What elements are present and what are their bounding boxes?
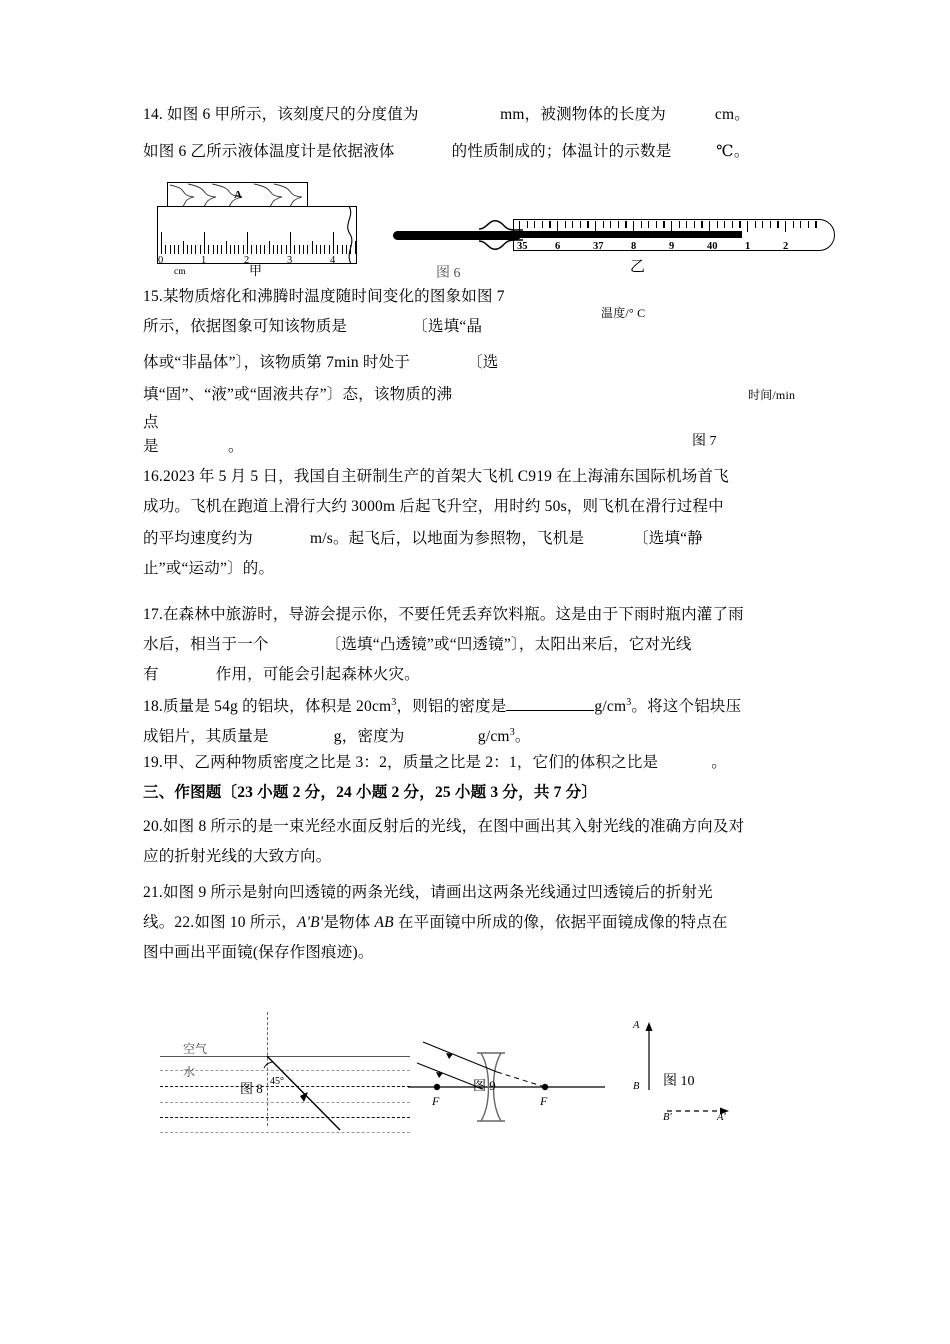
question-17-line-2: 水后，相当于一个 〔选填“凸透镜”或“凹透镜”〕，太阳出来后，它对光线 (143, 636, 692, 653)
ruler-tick-minor (178, 245, 179, 254)
thermometer-scale-number: 2 (783, 241, 789, 252)
question-15-line-4: 填“固”、“液”或“固液共存”〕态，该物质的沸 (143, 386, 453, 403)
figure-9-concave-lens-diagram (405, 1025, 635, 1135)
section-heading-drawing: 三、作图题〔23 小题 2 分，24 小题 2 分，25 小题 3 分，共 7 分〕 (143, 784, 598, 801)
thermometer-tick-minor (679, 221, 680, 228)
svg-text:F: F (540, 1094, 548, 1108)
ruler-tick-minor (320, 245, 321, 254)
thermometer-tick-minor (732, 221, 733, 228)
thermometer-tick-major (519, 221, 520, 232)
thermometer-tick-major (709, 221, 710, 232)
question-15-line-3: 体或“非晶体”〕，该物质第 7min 时处于 〔选 (143, 354, 499, 371)
ruler-tick-minor (243, 245, 244, 254)
question-21-line-1: 21.如图 9 所示是射向凹透镜的两条光线，请画出这两条光线通过凹透镜后的折射光 (143, 884, 713, 901)
ruler-tick-minor (238, 245, 239, 254)
figure-6-jia-ruler (157, 182, 367, 278)
ruler-tick-minor (234, 245, 235, 254)
figure-7-y-axis-label: 温度/° C (601, 306, 646, 320)
thermometer-scale-number: 6 (555, 241, 561, 252)
question-14-line-1: 14. 如图 6 甲所示，该刻度尺的分度值为 mm，被测物体的长度为 cm。 (143, 106, 750, 123)
figure-10-svg (625, 1008, 800, 1138)
figure-10-caption: 图 10 (663, 1074, 695, 1089)
ruler-tick-minor (273, 245, 274, 254)
ruler-tick-major (333, 232, 334, 254)
ruler-body (157, 206, 357, 277)
thermometer-scale-number: 8 (631, 241, 637, 252)
question-15-line-2: 所示，依据图象可知该物质是 〔选填“晶 (143, 318, 483, 335)
ruler-torn-edge (343, 206, 357, 264)
figure-8-air-label: 空气 (183, 1042, 208, 1056)
ruler-tick-major (290, 232, 291, 254)
thermometer-tick-minor (542, 221, 543, 228)
thermometer-tick-minor (724, 221, 725, 228)
q18-seg-c: g/cm (594, 698, 627, 716)
thermometer-tick-minor (755, 221, 756, 228)
figure-8-caption: 图 8 (240, 1081, 263, 1096)
question-22-line-1 (143, 908, 728, 938)
thermometer-tick-minor (587, 221, 588, 228)
thermometer-tick-minor (527, 221, 528, 228)
thermometer-tick-minor (549, 221, 550, 228)
thermometer-ticks (519, 221, 819, 232)
thermometer-scale-number: 1 (745, 241, 751, 252)
thermometer-tick-minor (762, 221, 763, 228)
thermometer-tick-minor (739, 221, 740, 228)
q18-seg-d: 。将这个铝块压 (631, 698, 742, 716)
thermometer-tick-major (671, 221, 672, 232)
thermometer-tick-minor (694, 221, 695, 228)
figure-10-label-a-prime: A' (717, 1112, 726, 1123)
q22-image-label: A'B' (296, 914, 324, 931)
ruler-tick-minor (337, 245, 338, 254)
thermometer-scale-number: 37 (593, 241, 604, 252)
ruler-tick-minor (281, 245, 282, 254)
question-17-line-1: 17.在森林中旅游时，导游会提示你，不要任凭丢弃饮料瓶。这是由于下雨时瓶内灌了雨 (143, 606, 744, 623)
ruler-tick-number: 0 (158, 255, 164, 266)
ruler-tick-minor (200, 245, 201, 254)
figure-10-label-a: A (633, 1020, 640, 1031)
thermometer-tick-minor (701, 221, 702, 228)
ruler-tick-minor (269, 241, 270, 254)
ruler-tick-minor (174, 245, 175, 254)
question-20-line-2: 应的折射光线的大致方向。 (143, 848, 332, 865)
thermometer-tick-minor (815, 221, 816, 228)
ruler-tick-minor (299, 245, 300, 254)
q18-sup-1: 3 (391, 697, 397, 708)
thermometer-numbers (513, 241, 833, 255)
ruler-tick-minor (191, 245, 192, 254)
thermometer-tick-minor (534, 221, 535, 228)
question-16-line-2: 成功。飞机在跑道上滑行大约 3000m 后起飞升空，用时约 50s，则飞机在滑行过程中 (143, 498, 724, 515)
ruler-tick-minor (303, 245, 304, 254)
ruler-tick-minor (230, 245, 231, 254)
ruler-tick-minor (221, 245, 222, 254)
ruler-tick-minor (217, 245, 218, 254)
q18-sup-2: 3 (626, 697, 632, 708)
ruler-ticks (161, 232, 355, 254)
ruler-tick-minor (329, 245, 330, 254)
question-19-line-1: 19.甲、乙两种物质密度之比是 3：2，质量之比是 2：1，它们的体积之比是 。 (143, 754, 727, 771)
thermometer-tick-major (633, 221, 634, 232)
thermometer-tick-minor (777, 221, 778, 228)
figure-6-caption: 图 6 (436, 266, 461, 281)
figure-8-reflected-ray (160, 1018, 410, 1143)
question-20-line-1: 20.如图 8 所示的是一束光经水面反射后的光线，在图中画出其入射光线的准确方向及对 (143, 818, 745, 835)
ruler-tick-minor (307, 245, 308, 254)
question-16-line-3: 的平均速度约为 m/s。起飞后，以地面为参照物，飞机是 〔选填“静 (143, 530, 703, 547)
ruler-tick-minor (208, 245, 209, 254)
thermometer-tick-major (747, 221, 748, 232)
figure-9-caption: 图 9 (473, 1078, 496, 1093)
figure-10-label-b: B (633, 1081, 640, 1092)
thermometer-scale-number: 9 (669, 241, 675, 252)
q18-seg-a: 18.质量是 54g 的铝块，体积是 20cm (143, 698, 392, 716)
ruler-tick-minor (165, 245, 166, 254)
thermometer-tick-minor (603, 221, 604, 228)
thermometer-tick-minor (808, 221, 809, 228)
q18-seg-b: ，则铝的密度是 (396, 698, 507, 716)
figure-9-svg (405, 1025, 635, 1135)
ruler-tick-minor (195, 245, 196, 254)
figure-8-refraction-diagram (160, 1018, 410, 1133)
thermometer-scale-number: 35 (517, 241, 528, 252)
question-15-line-6: 是 。 (143, 438, 244, 455)
figure-10-mirror-diagram (625, 1008, 800, 1138)
thermometer-tick-minor (580, 221, 581, 228)
ruler-unit-label: cm (174, 267, 186, 277)
ruler-tick-minor (312, 241, 313, 254)
ruler-tick-minor (316, 245, 317, 254)
thermometer-tick-minor (625, 221, 626, 228)
thermometer-tick-minor (717, 221, 718, 228)
q18-answer-blank-density[interactable] (506, 696, 594, 711)
question-22-line-2: 图中画出平面镜(保存作图痕迹)。 (143, 944, 374, 961)
figure-8-angle-label: 45° (270, 1076, 284, 1087)
ruler-tick-minor (183, 241, 184, 254)
thermometer-tick-minor (618, 221, 619, 228)
q18-line2-a: 成铝片，其质量是 g，密度为 g/cm (143, 728, 510, 746)
q22-seg-b: 是物体 (323, 914, 375, 931)
ruler-tick-major (247, 232, 248, 254)
ruler-tick-major (204, 232, 205, 254)
q22-seg-c: 在平面镜中所成的像，依据平面镜成像的特点在 (393, 914, 728, 931)
ruler-tick-minor (187, 245, 188, 254)
thermometer-tick-major (595, 221, 596, 232)
object-label-a: A (234, 189, 242, 201)
question-16-line-1: 16.2023 年 5 月 5 日，我国自主研制生产的首架大飞机 C919 在上海浦东国际机场首飞 (143, 468, 729, 485)
thermometer-tick-minor (793, 221, 794, 228)
question-15-line-5: 点 (143, 414, 159, 431)
ruler-tick-minor (286, 245, 287, 254)
ruler-tick-minor (277, 245, 278, 254)
question-14-line-2: 如图 6 乙所示液体温度计是依据液体 的性质制成的；体温计的示数是 ℃。 (143, 143, 750, 160)
thermometer-tick-minor (686, 221, 687, 228)
q22-object-label: AB (374, 914, 394, 931)
figure-7-x-axis-label: 时间/min (748, 388, 796, 402)
thermometer-tick-minor (641, 221, 642, 228)
thermometer-tick-minor (656, 221, 657, 228)
thermometer-tick-minor (770, 221, 771, 228)
thermometer-scale-number: 40 (707, 241, 718, 252)
thermometer-tick-minor (663, 221, 664, 228)
figure-10-label-b-prime: B' (663, 1112, 672, 1123)
figure-6-yi-label: 乙 (630, 259, 646, 275)
ruler-tick-minor (264, 245, 265, 254)
ruler-tick-minor (256, 245, 257, 254)
thermometer-tick-major (785, 221, 786, 232)
ruler-tick-minor (226, 241, 227, 254)
ruler-tick-minor (260, 245, 261, 254)
q22-seg-a: 线。22.如图 10 所示， (143, 914, 297, 931)
thermometer-mercury-column (516, 231, 742, 238)
ruler-tick-number: 3 (287, 255, 293, 266)
ruler-tick-minor (294, 245, 295, 254)
figure-6-jia-label: 甲 (249, 263, 263, 278)
question-15-line-1: 15.某物质熔化和沸腾时温度随时间变化的图象如图 7 (143, 288, 505, 305)
thermometer-tick-minor (800, 221, 801, 228)
figure-7-caption: 图 7 (692, 434, 717, 449)
thermometer-tick-minor (565, 221, 566, 228)
figure-8-water-label: 水 (183, 1065, 196, 1079)
ruler-tick-number: 2 (244, 255, 250, 266)
ruler-tick-minor (324, 245, 325, 254)
ruler-tick-number: 4 (330, 255, 336, 266)
thermometer-tick-minor (610, 221, 611, 228)
q18-line2-b: 。 (514, 728, 531, 746)
ruler-tick-number: 1 (201, 255, 207, 266)
thermometer-tick-minor (572, 221, 573, 228)
ruler-tick-minor (251, 245, 252, 254)
question-16-line-4: 止”或“运动”〕的。 (143, 560, 275, 577)
question-17-line-3: 有 作用，可能会引起森林火灾。 (143, 666, 420, 683)
ruler-tick-major (161, 232, 162, 254)
ruler-tick-minor (170, 245, 171, 254)
thermometer-tick-minor (648, 221, 649, 228)
thermometer-tick-major (557, 221, 558, 232)
ruler-tick-minor (213, 245, 214, 254)
q18-line2-sup: 3 (509, 727, 515, 738)
svg-text:F: F (432, 1094, 440, 1108)
